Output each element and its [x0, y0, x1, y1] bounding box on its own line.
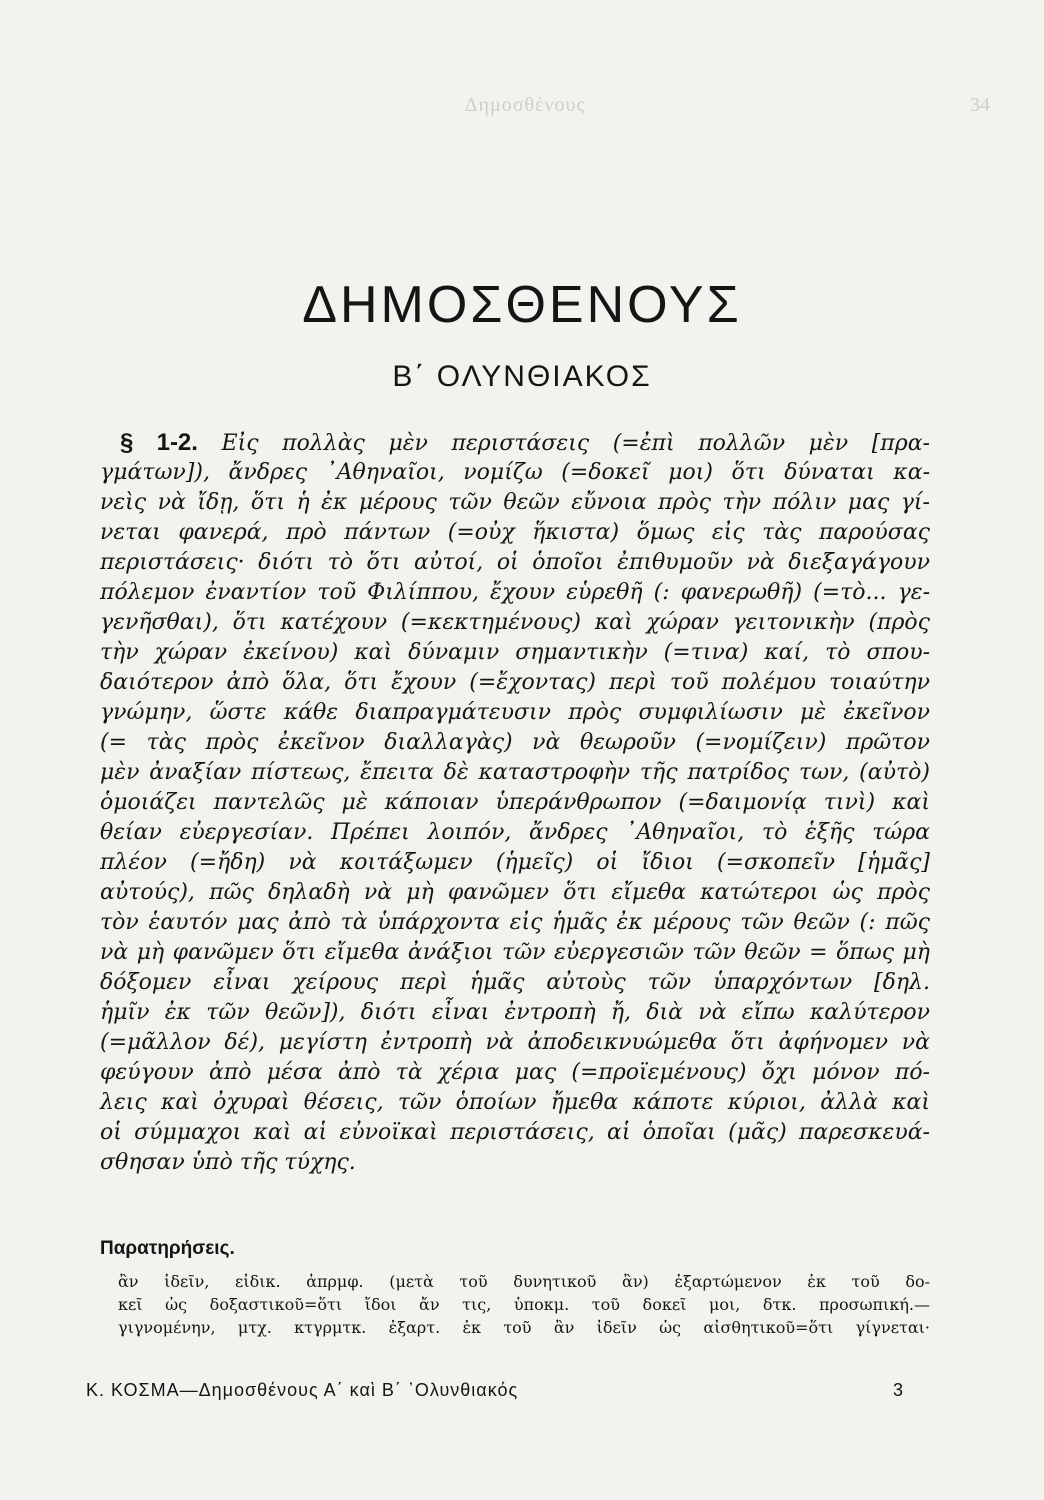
text-line: δαιότερον ἀπὸ ὅλα, ὅτι ἔχουν (=ἔχοντας) περὶ τοῦ πολέμου τοιαύτην: [100, 670, 930, 695]
text-line: [100, 428, 930, 458]
text-line: αὐτούς), πῶς δηλαδὴ νὰ μὴ φανῶμεν ὅτι εἴμεθα κατώτεροι ὡς πρὸς: [100, 880, 930, 905]
notes-heading: Παρατηρήσεις.: [100, 1238, 235, 1259]
note-line: κεῖ ὡς δοξαστικοῦ=ὅτι ἴδοι ἄν τις, ὑποκμ. τοῦ δοκεῖ μοι, δτκ. προσωπική.—: [118, 1295, 930, 1314]
text-line: περιστάσεις· διότι τὸ ὅτι αὐτοί, οἱ ὁποῖοι ἐπιθυμοῦν νὰ διεξαγάγουν: [100, 550, 930, 575]
text-line-content: Εἰς πολλὰς μὲν περιστάσεις (=ἐπὶ πολλῶν μὲν [πρα-: [197, 431, 930, 456]
text-line: σθησαν ὑπὸ τῆς τύχης.: [100, 1150, 356, 1175]
page-number: 3: [892, 1380, 904, 1400]
text-line: πλέον (=ἤδη) νὰ κοιτάξωμεν (ἡμεῖς) οἱ ἴδιοι (=σκοπεῖν [ἡμᾶς]: [100, 850, 930, 875]
text-line: γενῆσθαι), ὅτι κατέχουν (=κεκτημένους) καὶ χώραν γειτονικὴν (πρὸς: [100, 610, 930, 635]
page-title: ΔΗΜΟΣΘΕΝΟΥΣ: [302, 276, 742, 334]
notes: [118, 1270, 930, 1339]
note-line: ἂν ἰδεῖν, εἰδικ. ἀπρμφ. (μετὰ τοῦ δυνητικοῦ ἂν) ἐξαρτώμενον ἐκ τοῦ δο-: [118, 1272, 930, 1291]
page-footer: [86, 1380, 904, 1401]
text-line: νεὶς νὰ ἴδῃ, ὅτι ἡ ἐκ μέρους τῶν θεῶν εὔνοια πρὸς τὴν πόλιν μας γί-: [100, 490, 930, 515]
text-line: νεται φανερά, πρὸ πάντων (=οὐχ ἥκιστα) ὅμως εἰς τὰς παρούσας: [100, 520, 930, 545]
footer-text: Κ. ΚΟΣΜΑ—Δημοσθένους Α΄ καὶ Β΄ ᾿Ολυνθιακός: [86, 1380, 519, 1400]
text-line: τὴν χώραν ἐκείνου) καὶ δύναμιν σημαντικὴν (=τινα) καί, τὸ σπου-: [100, 640, 930, 665]
text-line: ὁμοιάζει παντελῶς μὲ κάποιαν ὑπεράνθρωπον (=δαιμονίᾳ τινὶ) καὶ: [100, 790, 930, 815]
text-line: (=μᾶλλον δέ), μεγίστη ἐντροπὴ νὰ ἀποδεικνυώμεθα ὅτι ἀφήνομεν νὰ: [100, 1030, 930, 1055]
text-line: μὲν ἀναξίαν πίστεως, ἔπειτα δὲ καταστροφὴν τῆς πατρίδος των, (αὐτὸ): [100, 760, 930, 785]
text-line: πόλεμον ἐναντίον τοῦ Φιλίππου, ἔχουν εὑρεθῆ (: φανερωθῆ) (=τὸ... γε-: [100, 580, 930, 605]
text-line: γμάτων]), ἄνδρες ᾿Αθηναῖοι, νομίζω (=δοκεῖ μοι) ὅτι δύναται κα-: [100, 460, 930, 485]
note-line: γιγνομένην, μτχ. κτγρμτκ. ἐξαρτ. ἐκ τοῦ ἂν ἰδεῖν ὡς αἰσθητικοῦ=ὅτι γίγνεται·: [118, 1318, 930, 1337]
text-line: φεύγουν ἀπὸ μέσα ἀπὸ τὰ χέρια μας (=προϊεμένους) ὄχι μόνον πό-: [100, 1060, 930, 1085]
text-line: νὰ μὴ φανῶμεν ὅτι εἴμεθα ἀνάξιοι τῶν εὐεργεσιῶν τῶν θεῶν = ὅπως μὴ: [100, 940, 930, 965]
show-through-text: [60, 90, 990, 138]
main-text: [100, 428, 930, 1178]
text-line: γνώμην, ὥστε κάθε διαπραγμάτευσιν πρὸς συμφιλίωσιν μὲ ἐκεῖνον: [100, 700, 930, 725]
text-line: ἡμῖν ἐκ τῶν θεῶν]), διότι εἶναι ἐντροπὴ ἤ, διὰ νὰ εἴπω καλύτερον: [100, 1000, 930, 1025]
show-through-page-number: 34: [970, 94, 990, 116]
page-subtitle: Β΄ ΟΛΥΝΘΙΑΚΟΣ: [392, 360, 652, 393]
text-line: δόξομεν εἶναι χείρους περὶ ἡμᾶς αὐτοὺς τῶν ὑπαρχόντων [δηλ.: [100, 970, 930, 995]
section-marker: § 1-2.: [120, 429, 198, 456]
show-through-running-head: Δημοσθένους: [464, 94, 586, 116]
text-line: θείαν εὐεργεσίαν. Πρέπει λοιπόν, ἄνδρες ᾿Αθηναῖοι, τὸ ἑξῆς τώρα: [100, 820, 930, 845]
text-line: οἱ σύμμαχοι καὶ αἱ εὐνοϊκαὶ περιστάσεις, αἱ ὁποῖαι (μᾶς) παρεσκευά-: [100, 1120, 930, 1145]
text-line: τὸν ἑαυτόν μας ἀπὸ τὰ ὑπάρχοντα εἰς ἡμᾶς ἐκ μέρους τῶν θεῶν (: πῶς: [100, 910, 930, 935]
text-line: (= τὰς πρὸς ἐκεῖνον διαλλαγὰς) νὰ θεωροῦν (=νομίζειν) πρῶτον: [100, 730, 930, 755]
text-line: λεις καὶ ὀχυραὶ θέσεις, τῶν ὁποίων ἤμεθα κάποτε κύριοι, ἀλλὰ καὶ: [100, 1090, 930, 1115]
